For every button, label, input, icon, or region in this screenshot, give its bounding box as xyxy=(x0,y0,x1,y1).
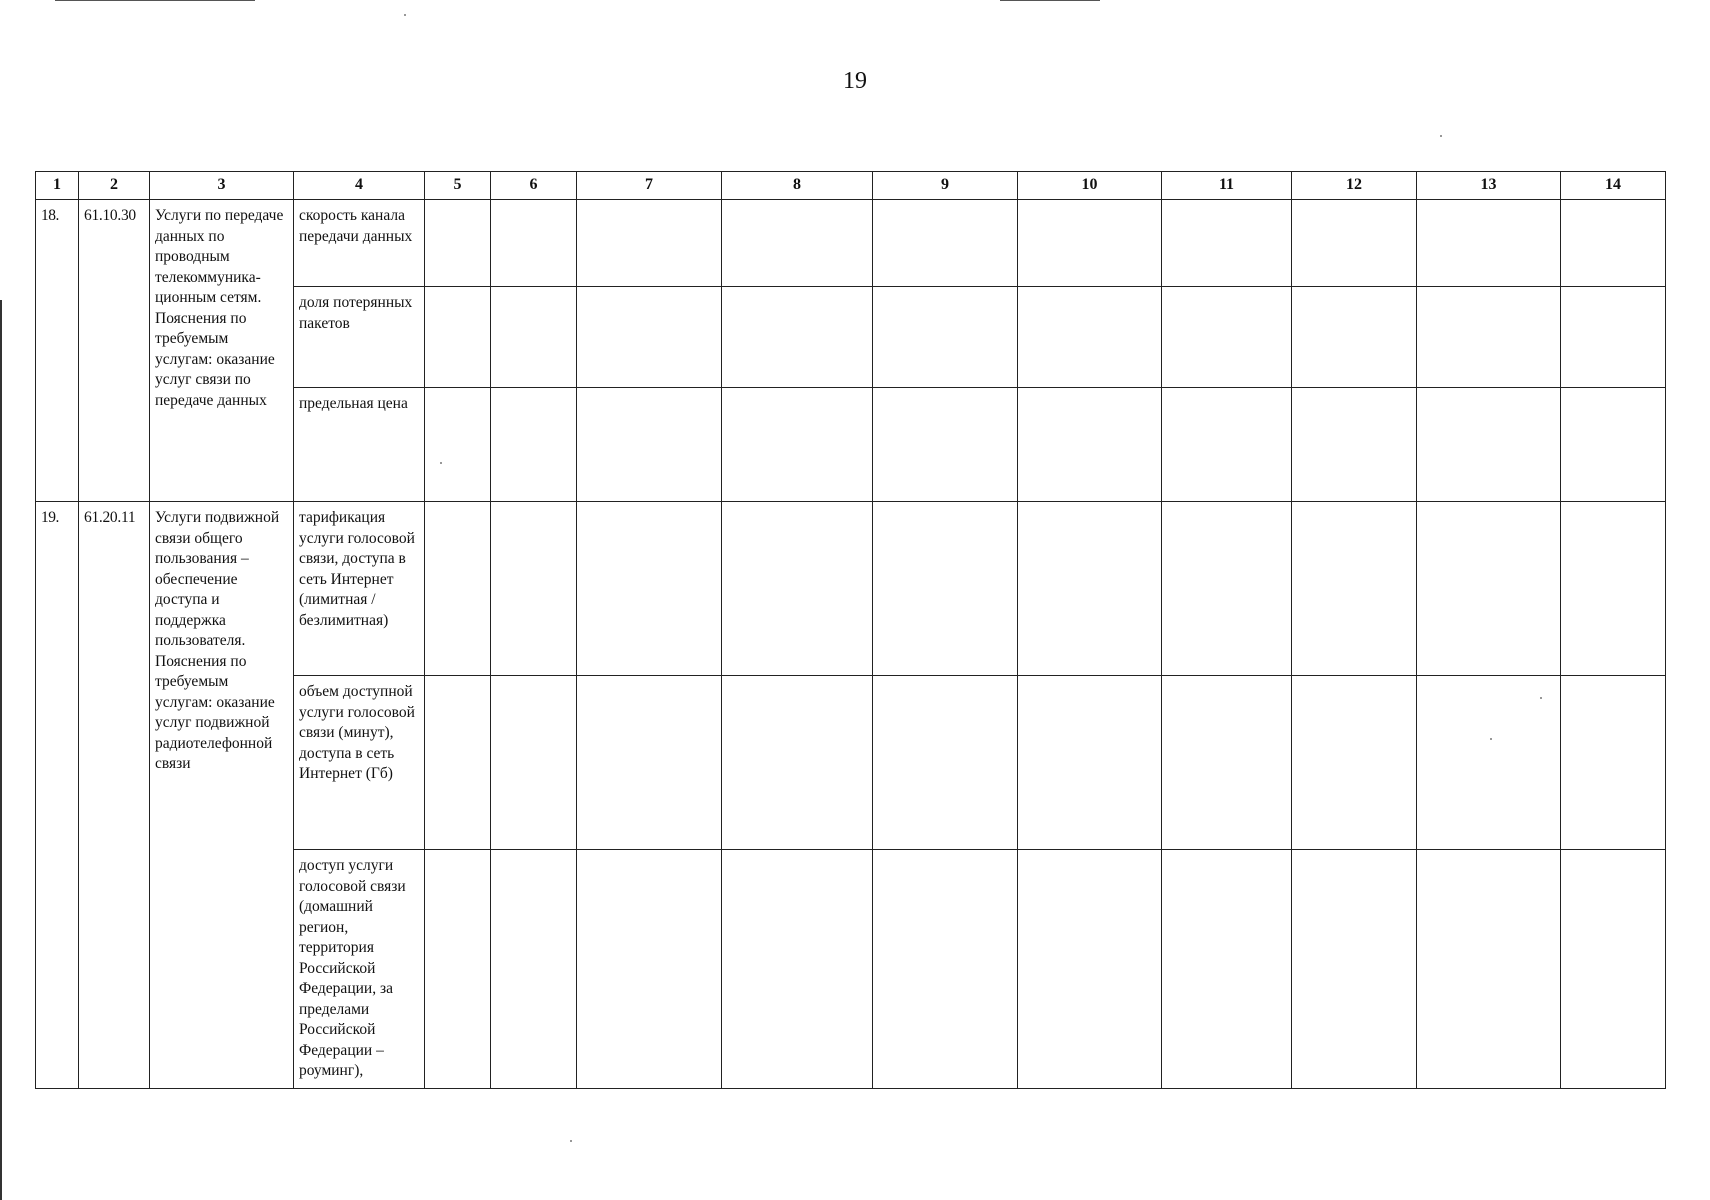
scan-speck xyxy=(1440,135,1442,137)
row-index: 19. xyxy=(36,502,79,1089)
empty-cell xyxy=(1561,200,1666,287)
empty-cell xyxy=(1561,502,1666,676)
empty-cell xyxy=(577,388,722,502)
empty-cell xyxy=(425,200,491,287)
empty-cell xyxy=(873,676,1018,850)
empty-cell xyxy=(1417,850,1561,1089)
column-header-1: 1 xyxy=(36,172,79,200)
table-row xyxy=(36,502,1666,676)
empty-cell xyxy=(1018,502,1162,676)
empty-cell xyxy=(722,676,873,850)
column-header-5: 5 xyxy=(425,172,491,200)
empty-cell xyxy=(425,287,491,388)
column-header-4: 4 xyxy=(294,172,425,200)
empty-cell xyxy=(1018,287,1162,388)
row-description: Услуги по передаче данных по проводным телекоммуника-ционным сетям. Пояснения по требуемым услугам: оказание услуг связи по передаче данных xyxy=(150,200,294,502)
services-table xyxy=(35,171,1666,1089)
row-characteristic: доля потерянных пакетов xyxy=(294,287,425,388)
row-index: 18. xyxy=(36,200,79,502)
row-characteristic: тарификация услуги голосовой связи, доступа в сеть Интернет (лимитная / безлимитная) xyxy=(294,502,425,676)
empty-cell xyxy=(577,502,722,676)
empty-cell xyxy=(1417,287,1561,388)
empty-cell xyxy=(577,200,722,287)
page-number: 19 xyxy=(843,68,867,94)
empty-cell xyxy=(1018,676,1162,850)
empty-cell xyxy=(1417,388,1561,502)
scan-artifact-top-left xyxy=(55,0,255,1)
row-description: Услуги подвижной связи общего пользования – обеспечение доступа и поддержка пользователя. Пояснения по требуемым услугам: оказание услуг подвижной радиотелефонной связи xyxy=(150,502,294,1089)
column-header-2: 2 xyxy=(79,172,150,200)
empty-cell xyxy=(1018,388,1162,502)
empty-cell xyxy=(1018,850,1162,1089)
empty-cell xyxy=(1561,676,1666,850)
column-header-13: 13 xyxy=(1417,172,1561,200)
empty-cell xyxy=(1417,676,1561,850)
empty-cell xyxy=(577,676,722,850)
empty-cell xyxy=(1292,502,1417,676)
empty-cell xyxy=(425,388,491,502)
scan-artifact-top-right xyxy=(1000,0,1100,1)
scan-speck xyxy=(404,14,406,16)
empty-cell xyxy=(722,200,873,287)
column-header-12: 12 xyxy=(1292,172,1417,200)
empty-cell xyxy=(1292,850,1417,1089)
empty-cell xyxy=(873,850,1018,1089)
empty-cell xyxy=(1162,287,1292,388)
row-characteristic: предельная цена xyxy=(294,388,425,502)
empty-cell xyxy=(873,200,1018,287)
empty-cell xyxy=(491,502,577,676)
column-header-14: 14 xyxy=(1561,172,1666,200)
empty-cell xyxy=(425,502,491,676)
empty-cell xyxy=(1162,502,1292,676)
empty-cell xyxy=(577,850,722,1089)
empty-cell xyxy=(1417,200,1561,287)
scan-speck xyxy=(570,1140,572,1142)
empty-cell xyxy=(491,676,577,850)
empty-cell xyxy=(873,502,1018,676)
empty-cell xyxy=(425,850,491,1089)
column-header-8: 8 xyxy=(722,172,873,200)
empty-cell xyxy=(491,287,577,388)
scan-speck xyxy=(440,462,442,464)
empty-cell xyxy=(1162,676,1292,850)
empty-cell xyxy=(873,287,1018,388)
column-header-3: 3 xyxy=(150,172,294,200)
empty-cell xyxy=(1561,850,1666,1089)
empty-cell xyxy=(577,287,722,388)
empty-cell xyxy=(1561,287,1666,388)
scan-artifact-left-edge xyxy=(0,300,2,1200)
column-header-11: 11 xyxy=(1162,172,1292,200)
table-row xyxy=(36,200,1666,287)
empty-cell xyxy=(873,388,1018,502)
empty-cell xyxy=(491,388,577,502)
row-characteristic: скорость канала передачи данных xyxy=(294,200,425,287)
empty-cell xyxy=(1162,388,1292,502)
empty-cell xyxy=(1292,388,1417,502)
column-header-6: 6 xyxy=(491,172,577,200)
empty-cell xyxy=(1292,200,1417,287)
empty-cell xyxy=(1162,850,1292,1089)
column-header-9: 9 xyxy=(873,172,1018,200)
column-header-7: 7 xyxy=(577,172,722,200)
row-code: 61.20.11 xyxy=(79,502,150,1089)
empty-cell xyxy=(491,200,577,287)
row-code: 61.10.30 xyxy=(79,200,150,502)
row-characteristic: объем доступной услуги голосовой связи (минут), доступа в сеть Интернет (Гб) xyxy=(294,676,425,850)
empty-cell xyxy=(425,676,491,850)
empty-cell xyxy=(1561,388,1666,502)
empty-cell xyxy=(722,388,873,502)
column-header-10: 10 xyxy=(1018,172,1162,200)
empty-cell xyxy=(722,287,873,388)
scan-speck xyxy=(1540,697,1542,699)
row-characteristic: доступ услуги голосовой связи (домашний регион, территория Российской Федерации, за пределами Российской Федерации – роуминг), xyxy=(294,850,425,1089)
empty-cell xyxy=(722,502,873,676)
empty-cell xyxy=(1292,287,1417,388)
scan-speck xyxy=(1490,738,1492,740)
header-row xyxy=(36,172,1666,200)
empty-cell xyxy=(1162,200,1292,287)
empty-cell xyxy=(491,850,577,1089)
empty-cell xyxy=(722,850,873,1089)
empty-cell xyxy=(1018,200,1162,287)
empty-cell xyxy=(1292,676,1417,850)
empty-cell xyxy=(1417,502,1561,676)
